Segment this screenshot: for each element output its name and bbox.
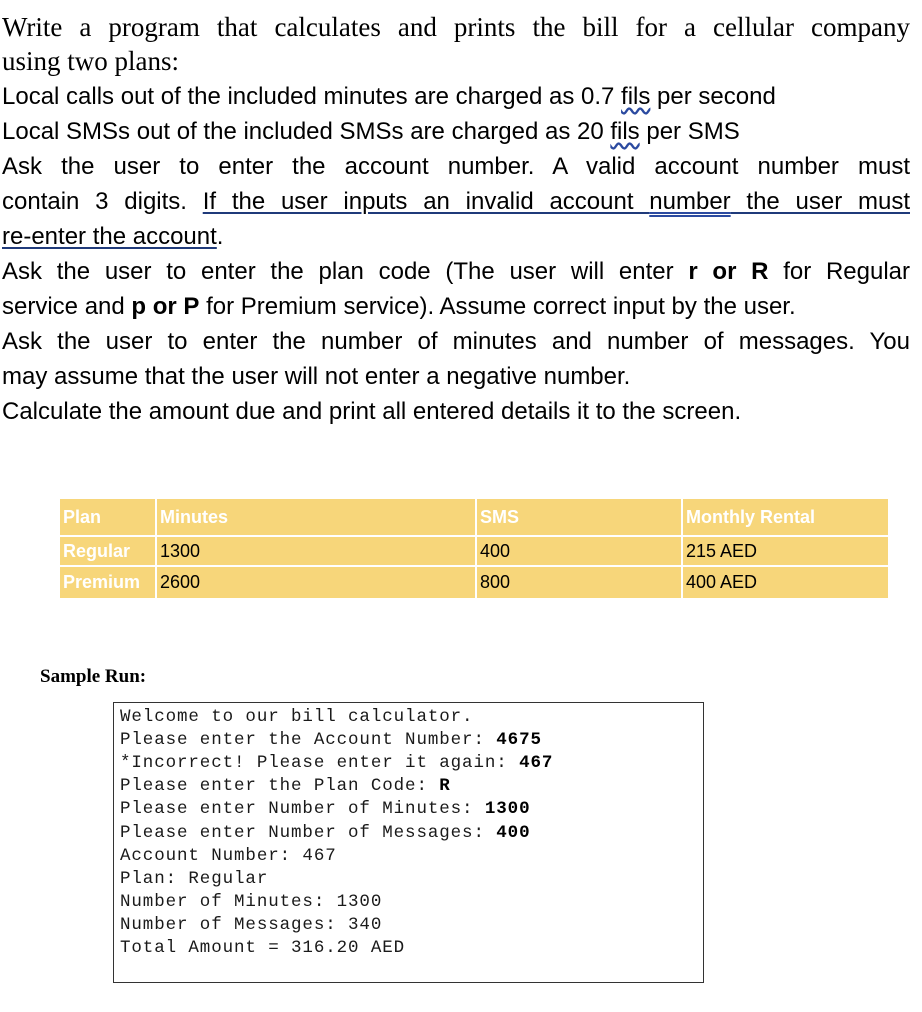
calculate-line: Calculate the amount due and print all entered details it to the screen. (2, 398, 742, 425)
console-user-input: 467 (519, 753, 554, 773)
plans-table (60, 499, 888, 598)
minutes-messages-line-2: may assume that the user will not enter a negative number. (2, 363, 631, 390)
fils-word: fils (621, 83, 651, 110)
console-line: Number of Messages: 340 (120, 915, 383, 935)
header-monthly-rental: Monthly Rental (686, 506, 815, 527)
console-user-input: 1300 (484, 799, 531, 819)
requirements-text (2, 79, 910, 429)
local-calls-rule: Local calls out of the included minutes are charged as 0.7 fils per second (2, 83, 776, 110)
console-line: Plan: Regular (120, 869, 269, 889)
table-row (60, 567, 888, 598)
console-line: Number of Minutes: 1300 (120, 892, 383, 912)
header-sms: SMS (480, 506, 520, 527)
header-minutes: Minutes (160, 506, 229, 527)
console-line: Please enter the Account Number: 4675 (120, 730, 542, 750)
fils-word: fils (610, 118, 640, 145)
row-minutes: 1300 (160, 540, 201, 561)
account-line-3: re-enter the account. (2, 223, 224, 250)
console-line: Welcome to our bill calculator. (120, 707, 474, 727)
console-line: *Incorrect! Please enter it again: 467 (120, 753, 554, 773)
intro-line-2: using two plans: (2, 46, 180, 76)
local-sms-rule: Local SMSs out of the included SMSs are charged as 20 fils per SMS (2, 118, 740, 145)
row-rental: 400 AED (686, 572, 758, 592)
console-user-input: R (439, 776, 451, 796)
console-line: Please enter Number of Messages: 400 (120, 823, 531, 843)
column-divider (155, 499, 157, 598)
row-minutes: 2600 (160, 572, 201, 592)
row-sms: 400 (480, 540, 511, 561)
plan-code-line-1: Ask the user to enter the plan code (The user will enter r or R for Regular (2, 258, 911, 285)
row-plan-label: Premium (63, 572, 141, 592)
intro-line-1: Write a program that calculates and prints the bill for a cellular company (2, 12, 910, 42)
plan-code-line-2: service and p or P for Premium service). Assume correct input by the user. (2, 293, 796, 320)
minutes-messages-line-1: Ask the user to enter the number of minutes and number of messages. You (2, 328, 910, 355)
console-line: Account Number: 467 (120, 846, 337, 866)
table-row (60, 537, 888, 565)
row-plan-label: Regular (63, 540, 131, 561)
row-sms: 800 (480, 572, 511, 592)
intro-paragraph (2, 10, 910, 78)
column-divider (475, 499, 477, 598)
console-line: Total Amount = 316.20 AED (120, 938, 406, 958)
account-line-1: Ask the user to enter the account number. A valid account number must (2, 153, 910, 180)
console-user-input: 4675 (496, 730, 542, 750)
table-header-row (60, 499, 888, 535)
console-line: Please enter Number of Minutes: 1300 (120, 799, 531, 819)
console-user-input: 400 (496, 823, 531, 843)
sample-run-label: Sample Run: (40, 666, 147, 687)
account-line-2: contain 3 digits. If the user inputs an invalid account number the user must (2, 188, 910, 215)
console-line: Please enter the Plan Code: R (120, 776, 451, 796)
row-rental: 215 AED (686, 540, 758, 561)
column-divider (681, 499, 683, 598)
header-plan: Plan (63, 506, 102, 527)
console-output-box (113, 702, 704, 983)
